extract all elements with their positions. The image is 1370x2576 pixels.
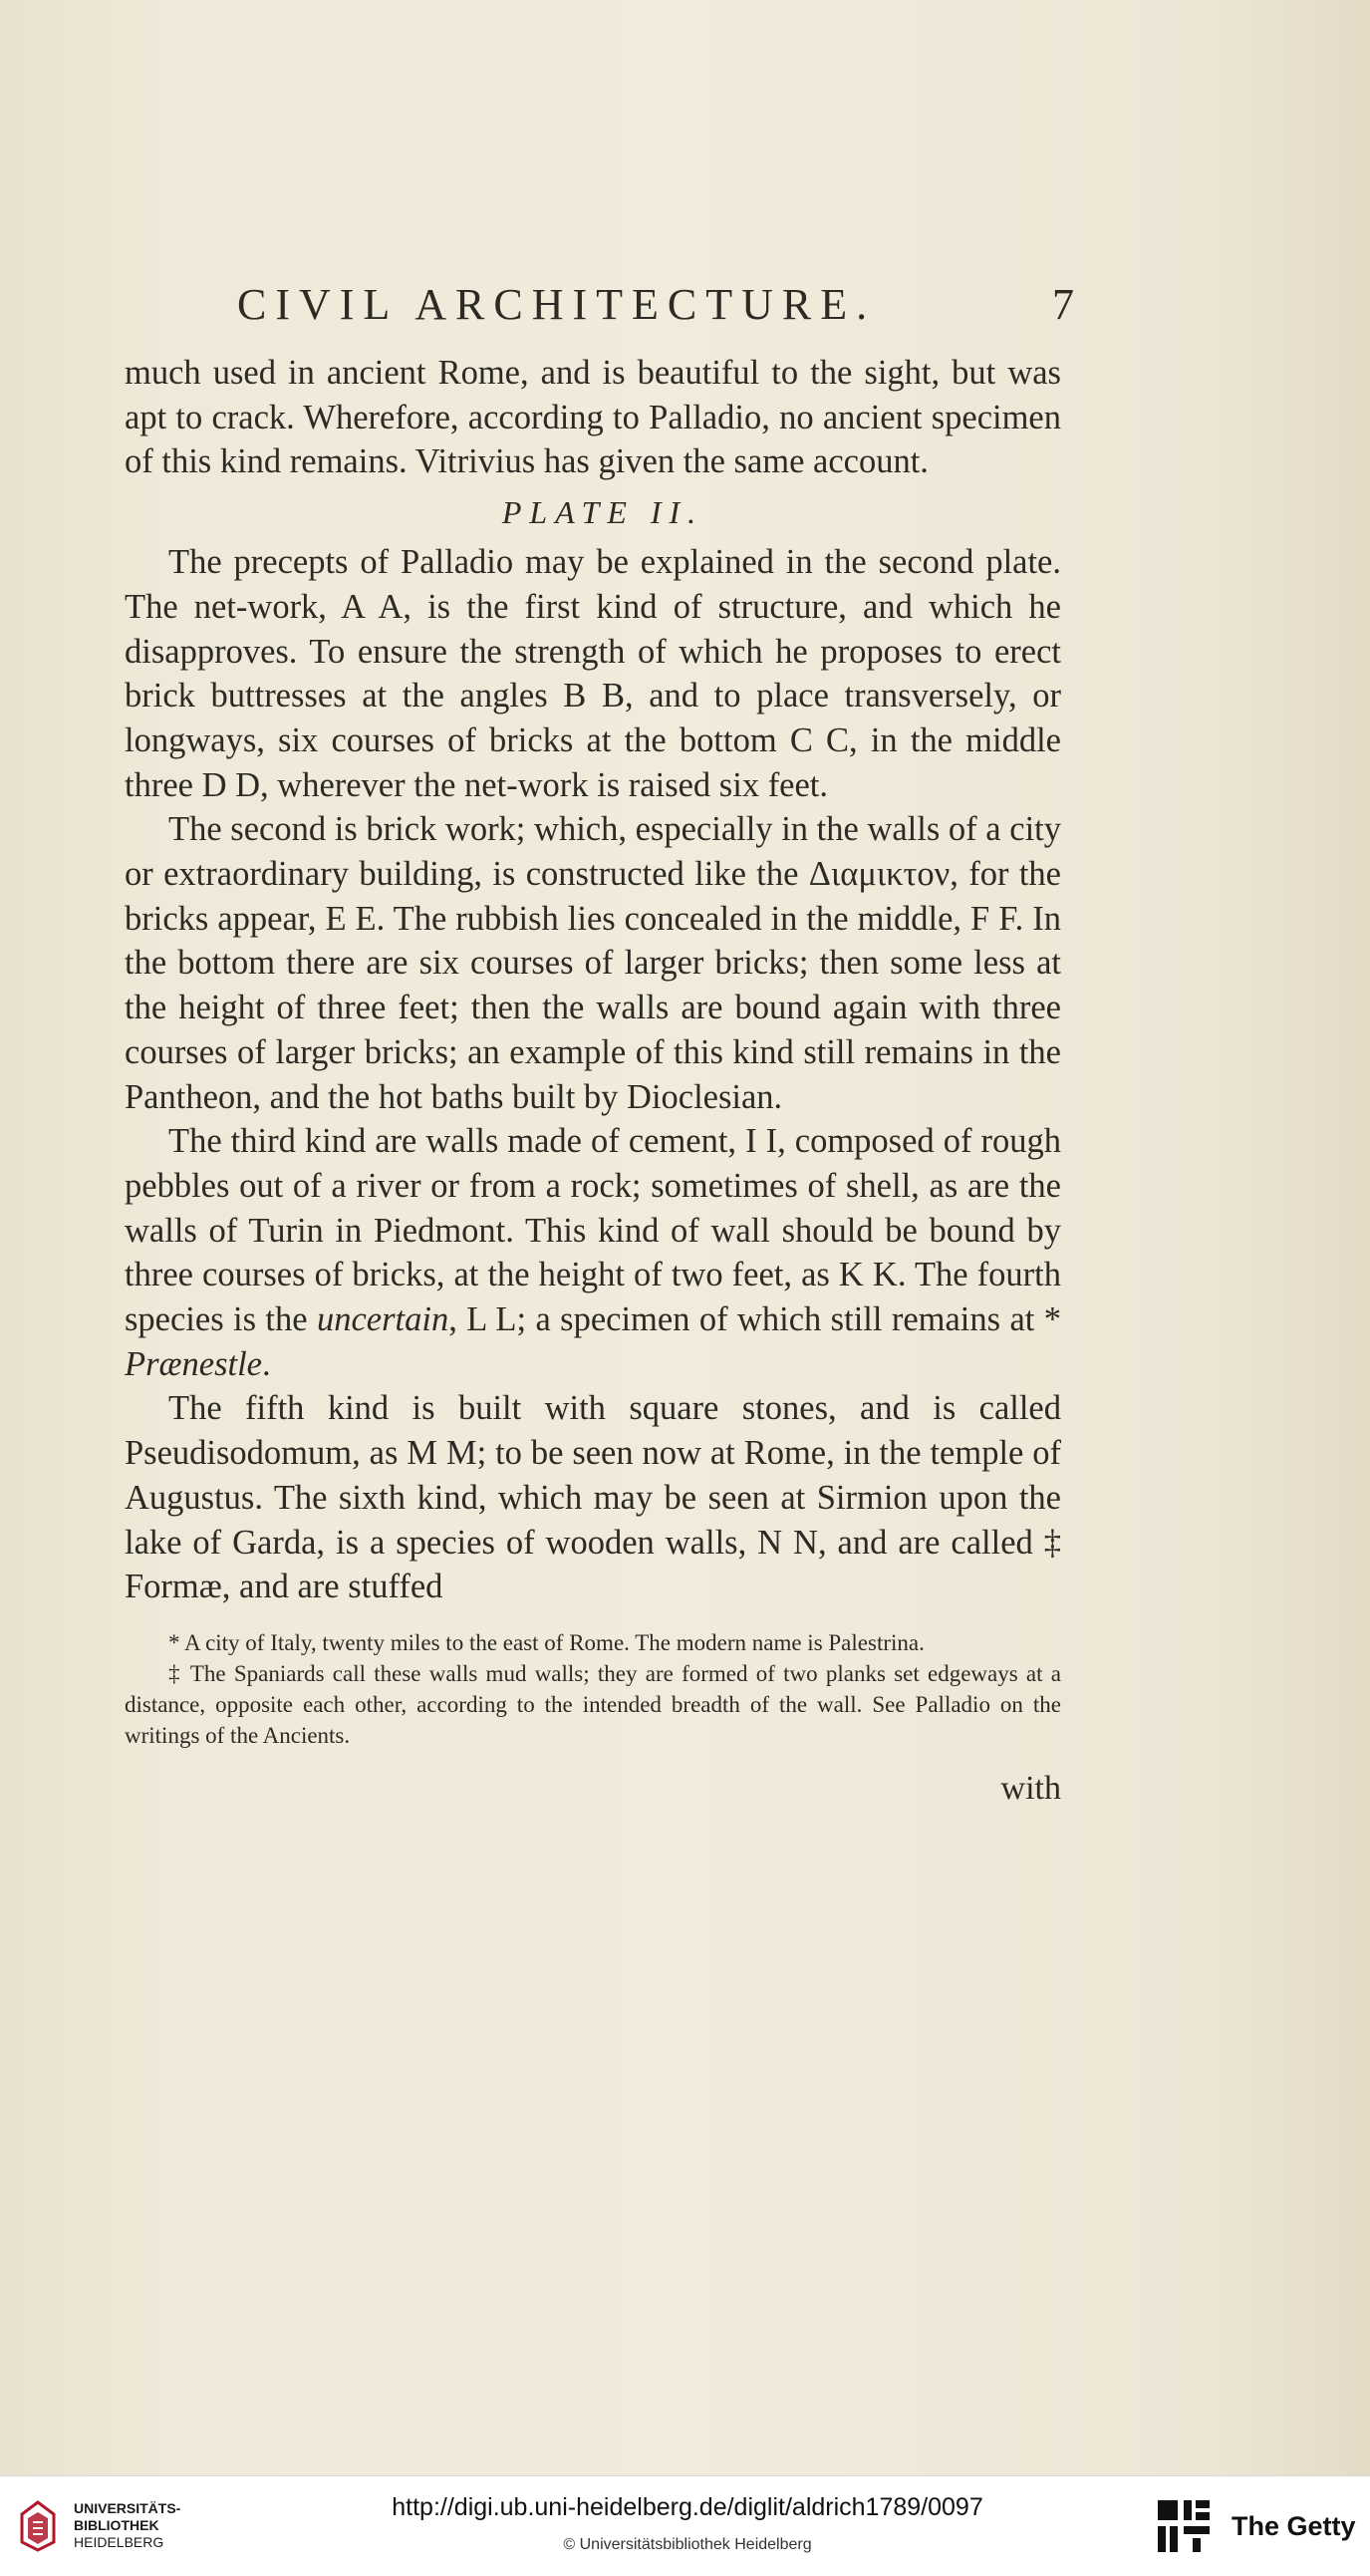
text-body xyxy=(125,351,1061,1817)
paragraph: The second is brick work; which, especially in the walls of a city or extraordinary building, is constructed like the Διαμικτον, for the bricks appear, E E. The rubbish lies concealed in the middle, F F. In the bottom there are six courses of larger bricks; then some less at the height of three feet; then the walls are bound again with three courses of larger bricks; an example of this kind still remains in the Pantheon, and the hot baths built by Dioclesian. xyxy=(125,810,1061,1116)
footnote-spacer xyxy=(125,1609,1061,1627)
page-number: 7 xyxy=(1052,280,1074,329)
plate-heading: PLATE II. xyxy=(501,494,704,531)
running-title: CIVIL ARCHITECTURE. xyxy=(237,280,877,329)
catchword: with xyxy=(1000,1769,1061,1807)
paragraph: The precepts of Palladio may be explained in the second plate. The net-work, A A, is the first kind of structure, and which he disapproves. To ensure the strength of which he proposes to erect brick buttresses at the angles B B, and to place transversely, or longways, six courses of bricks at the bottom C C, in the middle three D D, wherever the net-work is raised six feet. xyxy=(125,543,1061,804)
italic-term: uncertain xyxy=(316,1300,449,1339)
running-head xyxy=(237,275,1074,335)
copyright-notice: © Universitätsbibliothek Heidelberg xyxy=(563,2536,812,2553)
viewer-footer xyxy=(0,2475,1370,2576)
footnote: * A city of Italy, twenty miles to the east of Rome. The modern name is Palestrina. xyxy=(168,1629,925,1655)
library-name-line: BIBLIOTHEK xyxy=(74,2517,159,2533)
paragraph: much used in ancient Rome, and is beautiful to the sight, but was apt to crack. Wherefore, according to Palladio, no ancient specimen of this kind remains. Vitrivius has given the same account. xyxy=(125,354,1061,481)
footnote: ‡ The Spaniards call these walls mud walls; they are formed of two planks set edgeways at a distance, opposite each other, according to the intended breadth of the wall. See Palladio on the writings of the Ancients. xyxy=(125,1660,1061,1748)
permalink-url[interactable]: http://digi.ub.uni-heidelberg.de/diglit/aldrich1789/0097 xyxy=(392,2493,983,2521)
paragraph-text: . xyxy=(261,1344,271,1383)
getty-logo-icon xyxy=(1154,2496,1214,2556)
library-name xyxy=(74,2500,180,2551)
paragraph: The fifth kind is built with square stones, and is called Pseudisodomum, as M M; to be seen now at Rome, in the temple of Augustus. The sixth kind, which may be seen at Sirmion upon the lake of Garda, is a species of wooden walls, N N, and are called ‡ Formæ, and are stuffed xyxy=(125,1389,1061,1606)
library-city: HEIDELBERG xyxy=(74,2534,164,2550)
library-name-line: UNIVERSITÄTS- xyxy=(74,2500,181,2516)
paragraph-text: , L L; a specimen of which still remains at * xyxy=(448,1300,1061,1339)
italic-place-name: Prænestle xyxy=(125,1344,262,1383)
partner-name: The Getty xyxy=(1232,2511,1356,2541)
paragraph xyxy=(125,1119,1061,1386)
library-logo-icon xyxy=(14,2498,62,2554)
paragraph-text: The third kind are walls made of cement, I I, composed of rough pebbles out of a river or from a rock; sometimes of shell, as are the walls of Turin in Piedmont. This kind of wall should be bound by three courses of bricks, at the height of two feet, as K K. The fourth species is the xyxy=(125,1122,1061,1339)
